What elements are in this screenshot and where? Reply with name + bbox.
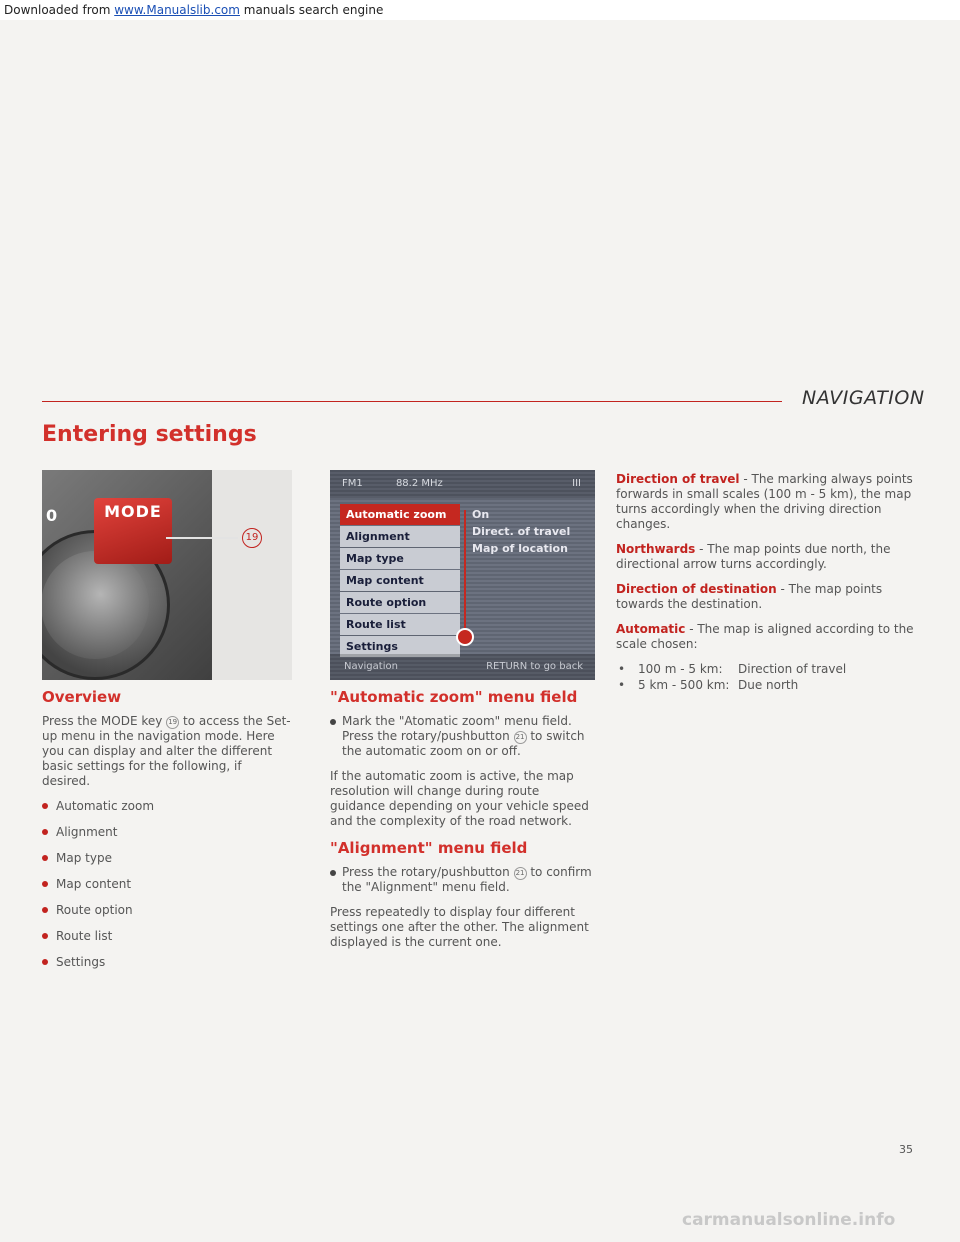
menu-item-route-list[interactable]: Route list [340, 614, 460, 635]
alignment-heading: "Alignment" menu field [330, 839, 528, 857]
scale-table [616, 662, 922, 692]
list-item: Route option [42, 903, 292, 917]
menu-item-map-type[interactable]: Map type [340, 548, 460, 569]
option-on: On [472, 508, 490, 521]
menu-item-settings[interactable]: Settings [340, 636, 460, 657]
mode-key-photo [42, 470, 292, 680]
download-banner [0, 0, 960, 20]
list-item: Map type [42, 851, 292, 865]
overview-list [42, 799, 292, 969]
option-map-location: Map of location [472, 542, 568, 555]
direction-of-destination: Direction of destination - The map points towards the destination. [616, 582, 883, 611]
banner-suffix: manuals search engine [239, 3, 384, 17]
auto-zoom-step: Mark the "Atomatic zoom" menu field. Press the rotary/pushbutton 21 to switch the automatic zoom on or off. [330, 714, 596, 759]
auto-zoom-text: If the automatic zoom is active, the map resolution will change during route guidance depending on your vehicle speed and the complexity of the road network. [330, 769, 589, 828]
setup-menu [340, 504, 460, 658]
frequency-label: 88.2 MHz [395, 478, 443, 489]
list-item: Alignment [42, 825, 292, 839]
watermark: carmanualsonline.info [682, 1210, 896, 1230]
menu-item-automatic-zoom[interactable]: Automatic zoom [340, 504, 460, 525]
screen-status-bar [330, 470, 595, 498]
automatic: Automatic - The map is aligned according to the scale chosen: [616, 622, 914, 651]
page-number: 35 [899, 1143, 913, 1156]
overview-text: Press the MODE key 19 to access the Set-up menu in the navigation mode. Here you can display and alter the different basic settings for the following, if desired. [42, 714, 291, 788]
overview-section [42, 688, 292, 981]
list-item: Map content [42, 877, 292, 891]
list-item: Settings [42, 955, 292, 969]
alignment-text: Press repeatedly to display four different settings one after the other. The alignment displayed is the current one. [330, 905, 589, 949]
list-item: Route list [42, 929, 292, 943]
overview-heading: Overview [42, 688, 122, 706]
option-direct-travel: Direct. of travel [472, 525, 571, 538]
footer-return: RETURN to go back [486, 661, 583, 672]
screen-footer [330, 654, 595, 680]
mode-key: MODE [94, 498, 172, 564]
selection-line [464, 510, 466, 638]
photo-background [212, 470, 292, 680]
manualslib-link[interactable]: www.Manualslib.com [114, 3, 240, 17]
menu-item-map-content[interactable]: Map content [340, 570, 460, 591]
nav-screen [330, 470, 595, 680]
page-title: Entering settings [42, 422, 257, 447]
scale-row: • 100 m - 5 km: Direction of travel [618, 662, 847, 676]
alignment-step: Press the rotary/pushbutton 21 to confirm the "Alignment" menu field. [330, 865, 596, 895]
northwards: Northwards - The map points due north, the directional arrow turns accordingly. [616, 542, 891, 571]
menu-item-alignment[interactable]: Alignment [340, 526, 460, 547]
auto-zoom-heading: "Automatic zoom" menu field [330, 688, 578, 706]
status-page: III [572, 478, 581, 489]
btn-ref-badge: 21 [514, 867, 527, 880]
banner-prefix: Downloaded from [4, 3, 115, 17]
menu-item-route-option[interactable]: Route option [340, 592, 460, 613]
header-rule [42, 401, 782, 402]
btn-ref-badge: 21 [514, 731, 527, 744]
key-ref-badge: 19 [166, 716, 179, 729]
footer-navigation: Navigation [344, 661, 398, 672]
section-title: NAVIGATION [802, 387, 925, 409]
callout-leader [166, 537, 238, 539]
band-label: FM1 [342, 478, 363, 489]
scale-row: • 5 km - 500 km: Due north [618, 678, 799, 692]
option-values [472, 506, 570, 557]
rotary-knob-icon [456, 628, 474, 646]
direction-of-travel: Direction of travel - The marking always points forwards in small scales (100 m - 5 km), the map turns accordingly when the driving direction changes. [616, 472, 913, 531]
list-item: Automatic zoom [42, 799, 292, 813]
alignment-options [616, 472, 922, 694]
zero-key: 0 [46, 506, 58, 525]
menu-fields-section [330, 688, 596, 960]
callout-number: 19 [242, 528, 262, 548]
